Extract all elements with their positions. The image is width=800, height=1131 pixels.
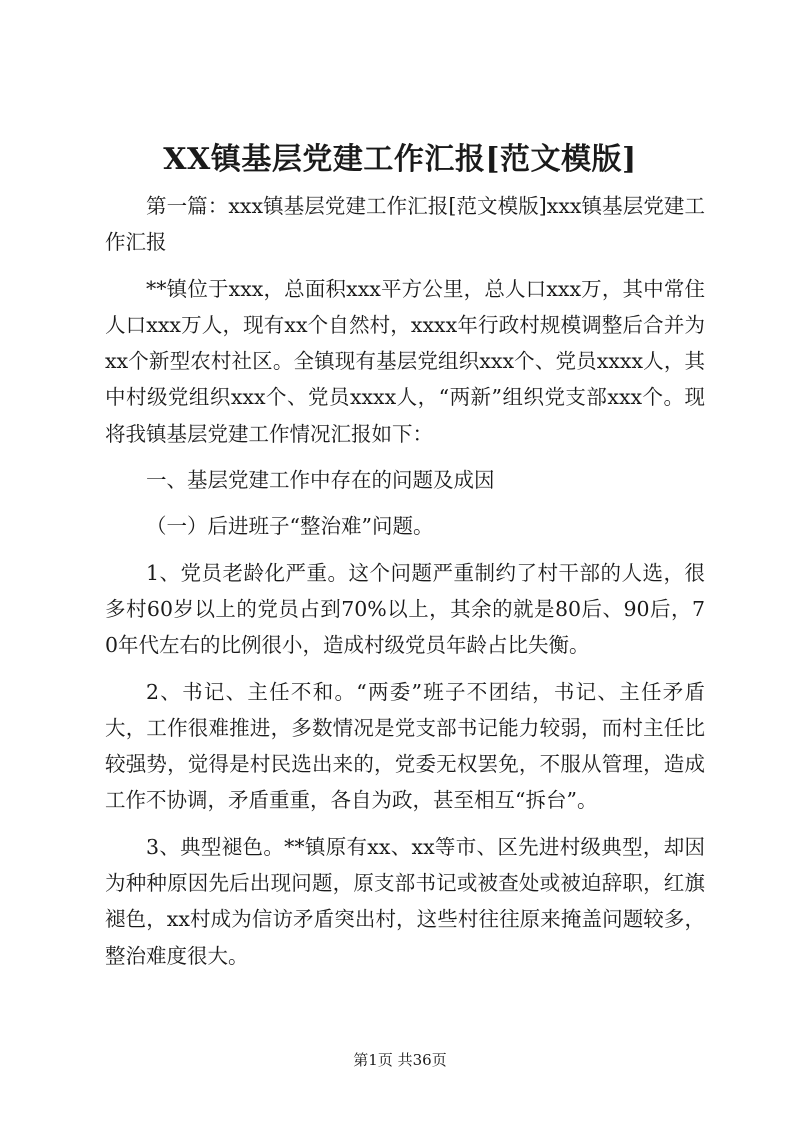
paragraph-overview: **镇位于xxx，总面积xxx平方公里，总人口xxx万，其中常住人口xxx万人，现有xx个自然村，xxxx年行政村规模调整后合并为xx个新型农村社区。全镇现有基层党组织xxx个、党员xxxx人，其中村级党组织xxx个、党员xxxx人，“两新”组织党支部xxx个。现将我镇基层党建工作情况汇报如下： bbox=[105, 276, 705, 446]
subsection-heading-backward-teams: （一）后进班子“整治难”问题。 bbox=[146, 514, 434, 539]
document-title: XX镇基层党建工作汇报[范文模版] bbox=[163, 142, 637, 177]
document-body bbox=[105, 188, 705, 974]
section-heading-problems: 一、基层党建工作中存在的问题及成因 bbox=[146, 468, 495, 493]
paragraph-aging-members: 1、党员老龄化严重。这个问题严重制约了村干部的人选，很多村60岁以上的党员占到70%以上，其余的就是80后、90后，70年代左右的比例很小，造成村级党员年龄占比失衡。 bbox=[105, 560, 705, 658]
paragraph-heading-first: 第一篇：xxx镇基层党建工作汇报[范文模版]xxx镇基层党建工作汇报 bbox=[105, 194, 705, 255]
page-number-footer: 第1页 共36页 bbox=[353, 1051, 447, 1069]
paragraph-model-fading: 3、典型褪色。**镇原有xx、xx等市、区先进村级典型，却因为种种原因先后出现问题，原支部书记或被查处或被迫辞职，红旗褪色，xx村成为信访矛盾突出村，这些村往往原来掩盖问题较多，整治难度很大。 bbox=[105, 834, 705, 968]
paragraph-leadership-conflict: 2、书记、主任不和。“两委”班子不团结，书记、主任矛盾大，工作很难推进，多数情况是党支部书记能力较弱，而村主任比较强势，觉得是村民选出来的，党委无权罢免，不服从管理，造成工作不协调，矛盾重重，各自为政，甚至相互“拆台”。 bbox=[105, 679, 705, 813]
